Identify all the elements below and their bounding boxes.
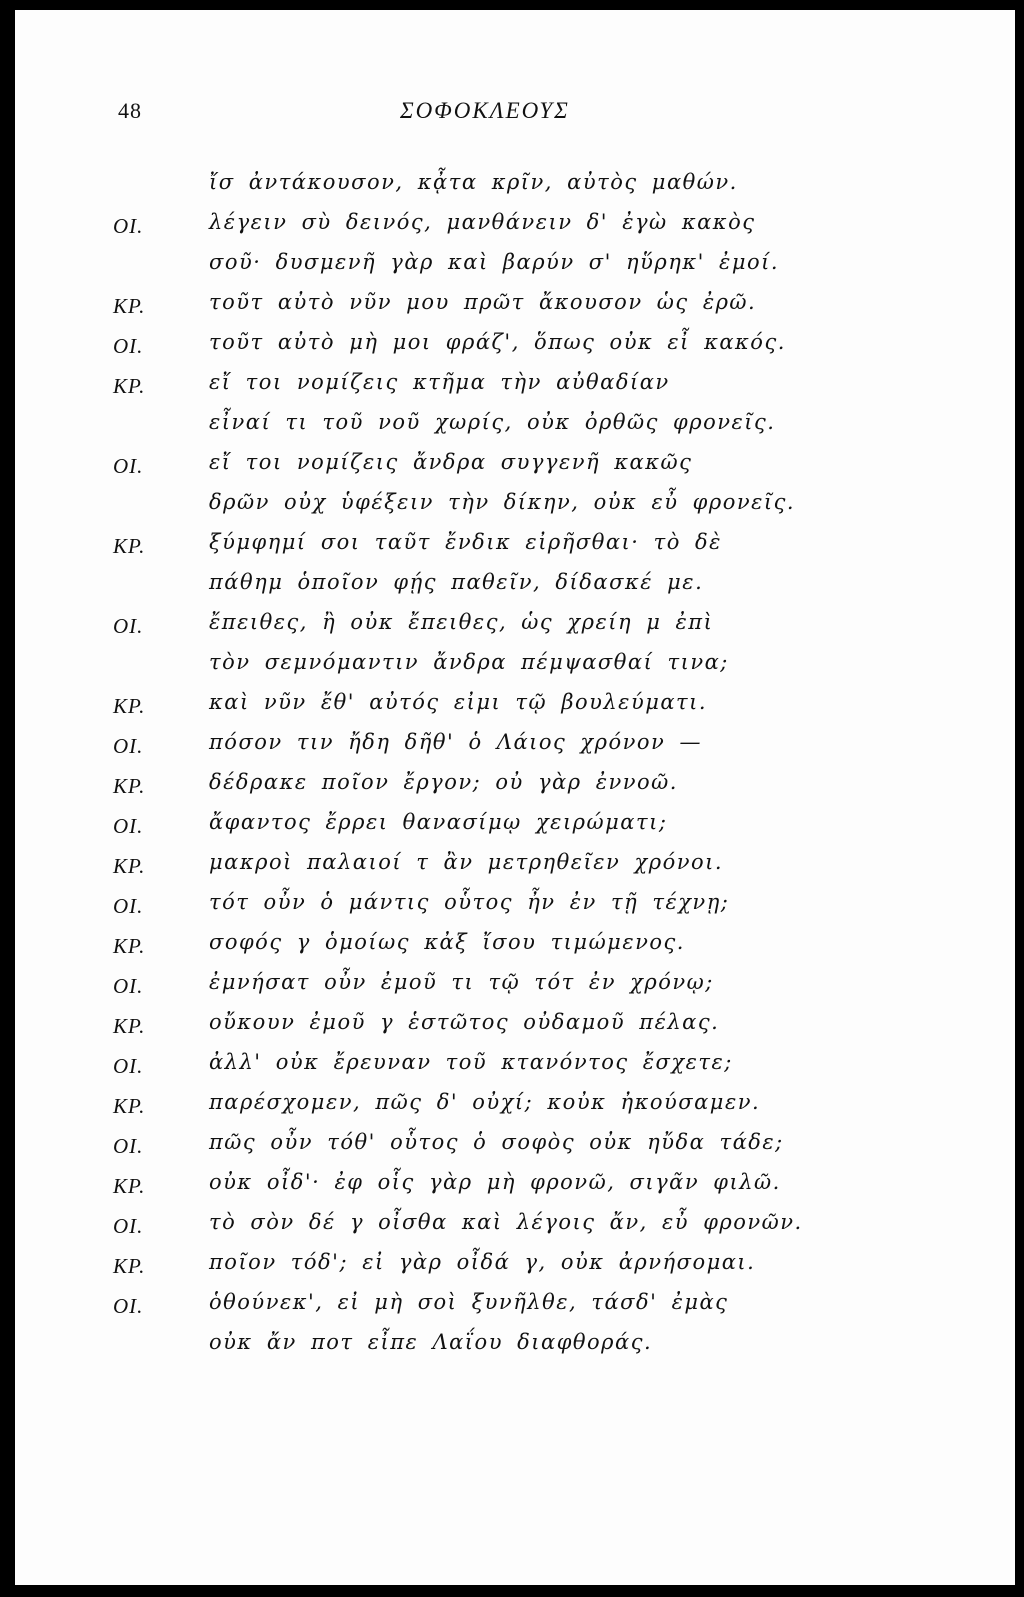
verse-line: [15, 1168, 1015, 1208]
speaker-label: ΚΡ.: [113, 854, 146, 878]
verse-line: [15, 528, 1015, 568]
verse-line: [15, 848, 1015, 888]
verse-line: [15, 928, 1015, 968]
verse-text: ἀλλ' οὐκ ἔρευναν τοῦ κτανόντος ἔσχετε;: [209, 1050, 733, 1074]
verse-line: [15, 688, 1015, 728]
verse-text: λέγειν σὺ δεινός, μανθάνειν δ' ἐγὼ κακὸς: [209, 210, 756, 234]
verse-line: [15, 368, 1015, 408]
verse-line: [15, 608, 1015, 648]
verse-line: [15, 168, 1015, 208]
verse-text: ἴσ ἀντάκουσον, κᾆτα κρῖν, αὐτὸς μαθών.: [209, 170, 738, 194]
verse-line: [15, 1208, 1015, 1248]
verse-text: ποῖον τόδ'; εἰ γὰρ οἶδά γ, οὐκ ἀρνήσομαι.: [209, 1250, 756, 1274]
speaker-label: ΟΙ.: [113, 734, 144, 758]
speaker-label: ΟΙ.: [113, 1054, 144, 1078]
speaker-label: ΟΙ.: [113, 894, 144, 918]
verse-line: [15, 768, 1015, 808]
verse-text: ὁθούνεκ', εἰ μὴ σοὶ ξυνῆλθε, τάσδ' ἐμὰς: [209, 1290, 729, 1314]
verse-line: [15, 728, 1015, 768]
verse-text: ξύμφημί σοι ταῦτ ἔνδικ εἰρῆσθαι· τὸ δὲ: [209, 530, 722, 554]
verse-line: [15, 888, 1015, 928]
verse-line: [15, 648, 1015, 688]
verse-text: οὐκ οἶδ'· ἐφ οἷς γὰρ μὴ φρονῶ, σιγᾶν φιλῶ.: [209, 1170, 781, 1194]
verse-line: [15, 1048, 1015, 1088]
verse-text: οὐκ ἄν ποτ εἶπε Λαΐου διαφθοράς.: [209, 1330, 653, 1354]
verse-line: [15, 1088, 1015, 1128]
speaker-label: ΚΡ.: [113, 1174, 146, 1198]
speaker-label: ΟΙ.: [113, 454, 144, 478]
verse-text: δέδρακε ποῖον ἔργον; οὐ γὰρ ἐννοῶ.: [209, 770, 678, 794]
verse-text: τοῦτ αὐτὸ νῦν μου πρῶτ ἄκουσον ὡς ἐρῶ.: [209, 290, 757, 314]
speaker-label: ΟΙ.: [113, 814, 144, 838]
verse-line: [15, 1288, 1015, 1328]
verse-line: [15, 328, 1015, 368]
speaker-label: ΚΡ.: [113, 934, 146, 958]
verse-text: σοφός γ ὁμοίως κἀξ ἴσου τιμώμενος.: [209, 930, 685, 954]
book-page: [15, 10, 1015, 1585]
verse-line: [15, 1328, 1015, 1368]
verse-text: ἐμνήσατ οὖν ἐμοῦ τι τῷ τότ ἐν χρόνῳ;: [209, 970, 714, 994]
verse-line: [15, 568, 1015, 608]
verse-text: εἶναί τι τοῦ νοῦ χωρίς, οὐκ ὀρθῶς φρονεῖς.: [209, 410, 776, 434]
speaker-label: ΚΡ.: [113, 1254, 146, 1278]
page-header: [15, 98, 1015, 132]
page-number: 48: [118, 98, 142, 123]
verse-text: μακροὶ παλαιοί τ ἂν μετρηθεῖεν χρόνοι.: [209, 850, 724, 874]
speaker-label: ΚΡ.: [113, 694, 146, 718]
verse-line: [15, 208, 1015, 248]
speaker-label: ΚΡ.: [113, 534, 146, 558]
verse-text: σοῦ· δυσμενῆ γὰρ καὶ βαρύν σ' ηὕρηκ' ἐμοί.: [209, 250, 780, 274]
verse-text: πάθημ ὁποῖον φῄς παθεῖν, δίδασκέ με.: [209, 570, 704, 594]
verse-line: [15, 1128, 1015, 1168]
verse-line: [15, 288, 1015, 328]
verse-text: ἔπειθες, ἢ οὐκ ἔπειθες, ὡς χρείη μ ἐπὶ: [209, 610, 714, 634]
verse-text: τὸν σεμνόμαντιν ἄνδρα πέμψασθαί τινα;: [209, 650, 729, 674]
speaker-label: ΟΙ.: [113, 1294, 144, 1318]
verse-line: [15, 248, 1015, 288]
speaker-label: ΟΙ.: [113, 1134, 144, 1158]
verse-line: [15, 968, 1015, 1008]
verse-text: τοῦτ αὐτὸ μὴ μοι φράζ', ὅπως οὐκ εἶ κακός.: [209, 330, 786, 354]
verse-block: [15, 168, 1015, 1368]
verse-text: καὶ νῦν ἔθ' αὐτός εἰμι τῷ βουλεύματι.: [209, 690, 708, 714]
verse-line: [15, 488, 1015, 528]
speaker-label: ΟΙ.: [113, 974, 144, 998]
verse-line: [15, 408, 1015, 448]
speaker-label: ΚΡ.: [113, 294, 146, 318]
speaker-label: ΚΡ.: [113, 774, 146, 798]
verse-text: οὔκουν ἐμοῦ γ ἑστῶτος οὐδαμοῦ πέλας.: [209, 1010, 720, 1034]
verse-text: ἄφαντος ἔρρει θανασίμῳ χειρώματι;: [209, 810, 668, 834]
speaker-label: ΟΙ.: [113, 1214, 144, 1238]
verse-text: τότ οὖν ὁ μάντις οὗτος ἦν ἐν τῇ τέχνῃ;: [209, 890, 730, 914]
speaker-label: ΟΙ.: [113, 214, 144, 238]
speaker-label: ΟΙ.: [113, 614, 144, 638]
speaker-label: ΚΡ.: [113, 1014, 146, 1038]
verse-line: [15, 808, 1015, 848]
verse-text: δρῶν οὐχ ὑφέξειν τὴν δίκην, οὐκ εὖ φρονεῖς.: [209, 490, 796, 514]
verse-line: [15, 1008, 1015, 1048]
verse-line: [15, 448, 1015, 488]
verse-text: τὸ σὸν δέ γ οἶσθα καὶ λέγοις ἄν, εὖ φρονῶν.: [209, 1210, 803, 1234]
verse-text: εἴ τοι νομίζεις κτῆμα τὴν αὐθαδίαν: [209, 370, 670, 394]
verse-line: [15, 1248, 1015, 1288]
verse-text: πόσον τιν ἤδη δῆθ' ὁ Λάιος χρόνον —: [209, 730, 702, 754]
speaker-label: ΟΙ.: [113, 334, 144, 358]
speaker-label: ΚΡ.: [113, 374, 146, 398]
verse-text: παρέσχομεν, πῶς δ' οὐχί; κοὐκ ἠκούσαμεν.: [209, 1090, 761, 1114]
running-title: ΣΟΦΟΚΛΕΟΥΣ: [400, 98, 570, 123]
verse-text: εἴ τοι νομίζεις ἄνδρα συγγενῆ κακῶς: [209, 450, 693, 474]
speaker-label: ΚΡ.: [113, 1094, 146, 1118]
verse-text: πῶς οὖν τόθ' οὗτος ὁ σοφὸς οὐκ ηὔδα τάδε;: [209, 1130, 784, 1154]
